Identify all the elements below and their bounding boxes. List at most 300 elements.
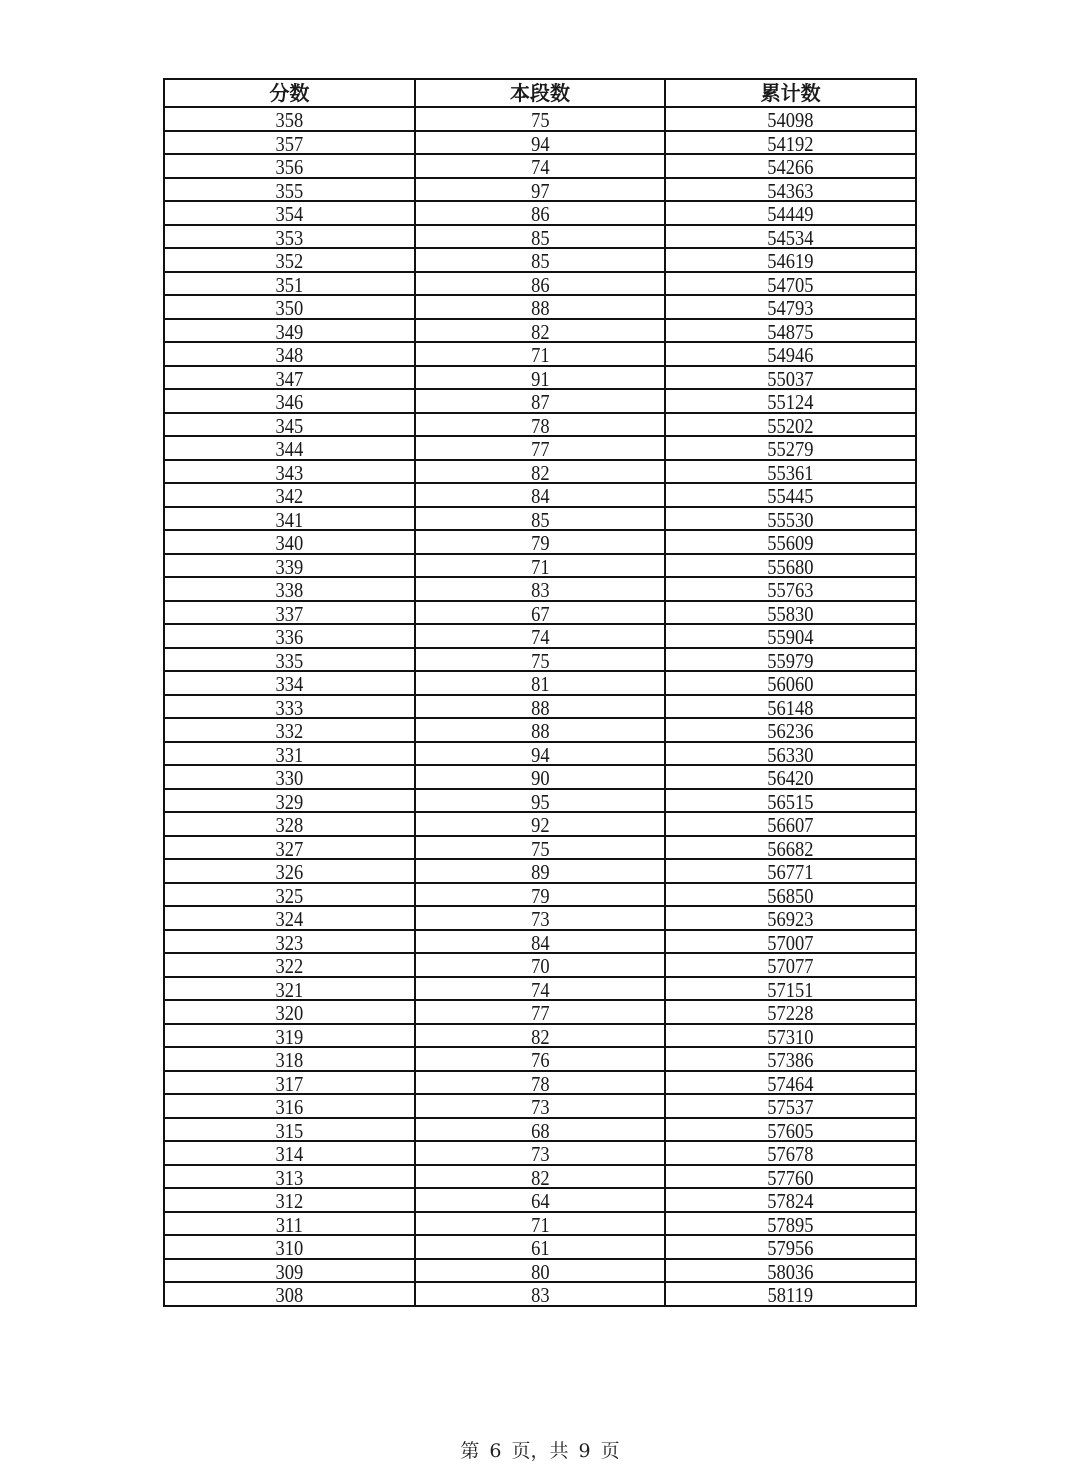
cell-score [179, 695, 400, 719]
table-row [164, 953, 916, 977]
cell-cumulative-count-text: 56515 [767, 789, 814, 812]
table-row [164, 1118, 916, 1142]
cell-cumulative-count [680, 225, 901, 249]
cell-cumulative-count-text: 54946 [767, 343, 814, 366]
cell-segment-count-text: 84 [530, 930, 550, 953]
cell-segment-count [430, 342, 651, 366]
cell-score-text: 325 [275, 883, 304, 906]
cell-score-text: 357 [275, 131, 304, 154]
header-score: 分数 [164, 79, 415, 107]
cell-segment-count [430, 366, 651, 390]
cell-score [179, 295, 400, 319]
cell-segment-count-text: 86 [530, 202, 550, 225]
cell-segment-count-text: 85 [530, 225, 550, 248]
cell-score [179, 319, 400, 343]
cell-score [179, 1000, 400, 1024]
cell-cumulative-count [680, 1047, 901, 1071]
cell-segment-count-text: 92 [530, 813, 550, 836]
cell-cumulative-count-text: 57228 [767, 1001, 814, 1024]
cell-cumulative-count-text: 56236 [767, 719, 814, 742]
cell-score-text: 335 [275, 648, 304, 671]
cell-segment-count-text: 61 [530, 1236, 550, 1259]
cell-cumulative-count [680, 319, 901, 343]
cell-segment-count-text: 74 [530, 625, 550, 648]
cell-segment-count-text: 78 [530, 413, 550, 436]
cell-cumulative-count [680, 248, 901, 272]
cell-score [179, 1047, 400, 1071]
cell-cumulative-count [680, 178, 901, 202]
cell-cumulative-count-text: 55202 [767, 413, 814, 436]
cell-score [179, 272, 400, 296]
table-row [164, 1165, 916, 1189]
cell-segment-count [430, 930, 651, 954]
cell-score-text: 318 [275, 1048, 304, 1071]
table-row [164, 1188, 916, 1212]
header-cumulative-count: 累计数 [665, 79, 916, 107]
cell-score [179, 1141, 400, 1165]
cell-segment-count [430, 1118, 651, 1142]
cell-score [179, 554, 400, 578]
table-row [164, 883, 916, 907]
cell-cumulative-count-text: 54192 [767, 131, 814, 154]
table-row [164, 1282, 916, 1306]
cell-cumulative-count-text: 55530 [767, 507, 814, 530]
cell-cumulative-count-text: 55763 [767, 578, 814, 601]
cell-cumulative-count [680, 295, 901, 319]
cell-segment-count [430, 718, 651, 742]
cell-score [179, 601, 400, 625]
cell-segment-count-text: 87 [530, 390, 550, 413]
cell-cumulative-count [680, 859, 901, 883]
cell-score [179, 812, 400, 836]
cell-score [179, 154, 400, 178]
cell-score-text: 327 [275, 836, 304, 859]
cell-cumulative-count-text: 56060 [767, 672, 814, 695]
table-row [164, 1094, 916, 1118]
cell-segment-count-text: 82 [530, 460, 550, 483]
cell-cumulative-count [680, 201, 901, 225]
cell-cumulative-count [680, 1282, 901, 1306]
cell-cumulative-count [680, 577, 901, 601]
table-row [164, 648, 916, 672]
cell-segment-count [430, 977, 651, 1001]
cell-score [179, 507, 400, 531]
cell-segment-count-text: 71 [530, 1212, 550, 1235]
cell-segment-count [430, 1212, 651, 1236]
cell-cumulative-count-text: 56330 [767, 742, 814, 765]
cell-score-text: 336 [275, 625, 304, 648]
cell-segment-count [430, 1282, 651, 1306]
cell-score-text: 323 [275, 930, 304, 953]
cell-score-text: 356 [275, 155, 304, 178]
table-row [164, 718, 916, 742]
cell-cumulative-count [680, 1188, 901, 1212]
table-body [164, 107, 916, 1306]
cell-cumulative-count-text: 54619 [767, 249, 814, 272]
cell-cumulative-count [680, 953, 901, 977]
cell-cumulative-count-text: 55279 [767, 437, 814, 460]
cell-cumulative-count-text: 56682 [767, 836, 814, 859]
cell-score-text: 333 [275, 695, 304, 718]
cell-cumulative-count [680, 389, 901, 413]
cell-score-text: 321 [275, 977, 304, 1000]
cell-score [179, 577, 400, 601]
cell-score [179, 1259, 400, 1283]
cell-cumulative-count-text: 57956 [767, 1236, 814, 1259]
cell-cumulative-count-text: 57895 [767, 1212, 814, 1235]
cell-segment-count-text: 88 [530, 296, 550, 319]
table-row [164, 836, 916, 860]
cell-cumulative-count [680, 1235, 901, 1259]
cell-score [179, 1118, 400, 1142]
cell-cumulative-count-text: 56148 [767, 695, 814, 718]
cell-score [179, 883, 400, 907]
cell-cumulative-count [680, 765, 901, 789]
cell-segment-count-text: 84 [530, 484, 550, 507]
cell-segment-count-text: 79 [530, 883, 550, 906]
cell-cumulative-count [680, 366, 901, 390]
cell-score [179, 460, 400, 484]
cell-cumulative-count-text: 55609 [767, 531, 814, 554]
cell-score-text: 358 [275, 108, 304, 131]
cell-segment-count [430, 789, 651, 813]
cell-cumulative-count [680, 1259, 901, 1283]
cell-cumulative-count-text: 56420 [767, 766, 814, 789]
cell-segment-count-text: 77 [530, 1001, 550, 1024]
cell-segment-count [430, 460, 651, 484]
cell-cumulative-count [680, 1165, 901, 1189]
cell-score-text: 331 [275, 742, 304, 765]
cell-segment-count-text: 74 [530, 977, 550, 1000]
cell-cumulative-count-text: 54363 [767, 178, 814, 201]
cell-segment-count [430, 248, 651, 272]
cell-segment-count [430, 906, 651, 930]
cell-cumulative-count [680, 1071, 901, 1095]
cell-cumulative-count-text: 55037 [767, 366, 814, 389]
cell-score-text: 330 [275, 766, 304, 789]
cell-cumulative-count-text: 55445 [767, 484, 814, 507]
table-row [164, 789, 916, 813]
cell-score [179, 178, 400, 202]
cell-segment-count-text: 82 [530, 1024, 550, 1047]
cell-cumulative-count-text: 55979 [767, 648, 814, 671]
cell-cumulative-count-text: 54266 [767, 155, 814, 178]
cell-segment-count-text: 74 [530, 155, 550, 178]
cell-cumulative-count-text: 54449 [767, 202, 814, 225]
cell-segment-count-text: 70 [530, 954, 550, 977]
cell-score [179, 671, 400, 695]
cell-segment-count [430, 201, 651, 225]
table-row [164, 389, 916, 413]
page-number-footer: 第 6 页，共 9 页 [460, 1440, 620, 1462]
cell-cumulative-count [680, 977, 901, 1001]
cell-segment-count [430, 295, 651, 319]
cell-segment-count [430, 154, 651, 178]
table-row [164, 695, 916, 719]
cell-cumulative-count [680, 671, 901, 695]
cell-segment-count-text: 75 [530, 108, 550, 131]
cell-segment-count [430, 695, 651, 719]
table-row [164, 554, 916, 578]
cell-cumulative-count-text: 57151 [767, 977, 814, 1000]
cell-score-text: 309 [275, 1259, 304, 1282]
cell-cumulative-count [680, 836, 901, 860]
cell-score-text: 320 [275, 1001, 304, 1024]
table-row [164, 977, 916, 1001]
cell-cumulative-count [680, 695, 901, 719]
cell-score-text: 311 [275, 1212, 303, 1235]
table-row [164, 1259, 916, 1283]
table-row [164, 812, 916, 836]
table-row [164, 624, 916, 648]
cell-score-text: 322 [275, 954, 304, 977]
cell-segment-count [430, 483, 651, 507]
cell-score [179, 131, 400, 155]
cell-cumulative-count [680, 883, 901, 907]
cell-segment-count [430, 577, 651, 601]
cell-segment-count [430, 225, 651, 249]
cell-cumulative-count-text: 57824 [767, 1189, 814, 1212]
table-row [164, 154, 916, 178]
cell-segment-count [430, 953, 651, 977]
cell-score [179, 1212, 400, 1236]
cell-segment-count-text: 83 [530, 1283, 550, 1306]
cell-cumulative-count [680, 930, 901, 954]
cell-segment-count [430, 836, 651, 860]
cell-score [179, 648, 400, 672]
cell-score-text: 308 [275, 1283, 304, 1306]
cell-segment-count [430, 507, 651, 531]
cell-cumulative-count-text: 57007 [767, 930, 814, 953]
cell-score-text: 354 [275, 202, 304, 225]
cell-score-text: 316 [275, 1095, 304, 1118]
cell-segment-count-text: 86 [530, 272, 550, 295]
cell-cumulative-count-text: 54705 [767, 272, 814, 295]
cell-cumulative-count-text: 55904 [767, 625, 814, 648]
cell-score-text: 334 [275, 672, 304, 695]
table-row [164, 131, 916, 155]
cell-cumulative-count-text: 58036 [767, 1259, 814, 1282]
cell-segment-count-text: 95 [530, 789, 550, 812]
cell-cumulative-count-text: 56850 [767, 883, 814, 906]
table-row [164, 1212, 916, 1236]
cell-segment-count [430, 131, 651, 155]
cell-score [179, 930, 400, 954]
table-row [164, 859, 916, 883]
cell-score-text: 347 [275, 366, 304, 389]
cell-segment-count-text: 90 [530, 766, 550, 789]
cell-score-text: 326 [275, 860, 304, 883]
cell-score-text: 339 [275, 554, 304, 577]
cell-segment-count [430, 530, 651, 554]
cell-segment-count [430, 742, 651, 766]
cell-segment-count [430, 883, 651, 907]
cell-segment-count-text: 89 [530, 860, 550, 883]
cell-score [179, 836, 400, 860]
cell-score-text: 338 [275, 578, 304, 601]
cell-cumulative-count-text: 54793 [767, 296, 814, 319]
cell-cumulative-count [680, 413, 901, 437]
cell-segment-count-text: 71 [530, 343, 550, 366]
table-row [164, 1047, 916, 1071]
cell-score [179, 1165, 400, 1189]
table-row [164, 413, 916, 437]
cell-cumulative-count-text: 55680 [767, 554, 814, 577]
cell-score-text: 341 [275, 507, 304, 530]
cell-segment-count [430, 1165, 651, 1189]
cell-cumulative-count [680, 1094, 901, 1118]
cell-score-text: 328 [275, 813, 304, 836]
cell-segment-count-text: 91 [530, 366, 550, 389]
cell-cumulative-count [680, 460, 901, 484]
cell-cumulative-count [680, 1024, 901, 1048]
cell-segment-count-text: 81 [530, 672, 550, 695]
cell-segment-count [430, 178, 651, 202]
cell-score [179, 225, 400, 249]
cell-score [179, 107, 400, 131]
table-row [164, 742, 916, 766]
cell-segment-count [430, 1094, 651, 1118]
table-row [164, 483, 916, 507]
cell-score-text: 349 [275, 319, 304, 342]
cell-score-text: 329 [275, 789, 304, 812]
cell-cumulative-count-text: 55124 [767, 390, 814, 413]
cell-cumulative-count-text: 58119 [767, 1283, 814, 1306]
cell-score [179, 977, 400, 1001]
cell-cumulative-count-text: 57760 [767, 1165, 814, 1188]
cell-score [179, 953, 400, 977]
cell-cumulative-count [680, 1000, 901, 1024]
cell-score [179, 789, 400, 813]
cell-score-text: 355 [275, 178, 304, 201]
cell-score-text: 310 [275, 1236, 304, 1259]
table-row [164, 272, 916, 296]
cell-cumulative-count-text: 57464 [767, 1071, 814, 1094]
cell-score-text: 319 [275, 1024, 304, 1047]
cell-cumulative-count [680, 1141, 901, 1165]
cell-cumulative-count-text: 57386 [767, 1048, 814, 1071]
cell-segment-count [430, 859, 651, 883]
cell-segment-count-text: 85 [530, 507, 550, 530]
cell-score-text: 324 [275, 907, 304, 930]
cell-segment-count [430, 413, 651, 437]
cell-segment-count-text: 73 [530, 907, 550, 930]
cell-segment-count [430, 1259, 651, 1283]
cell-segment-count-text: 78 [530, 1071, 550, 1094]
cell-segment-count-text: 88 [530, 719, 550, 742]
cell-score-text: 312 [275, 1189, 304, 1212]
table-row [164, 342, 916, 366]
cell-score [179, 1024, 400, 1048]
cell-score [179, 366, 400, 390]
cell-segment-count [430, 648, 651, 672]
cell-score [179, 201, 400, 225]
cell-score [179, 1282, 400, 1306]
cell-score-text: 342 [275, 484, 304, 507]
cell-segment-count-text: 75 [530, 836, 550, 859]
cell-score-text: 346 [275, 390, 304, 413]
table-row [164, 1071, 916, 1095]
table-row [164, 906, 916, 930]
cell-segment-count [430, 389, 651, 413]
table-row [164, 248, 916, 272]
cell-segment-count [430, 671, 651, 695]
cell-segment-count-text: 73 [530, 1095, 550, 1118]
table-row [164, 319, 916, 343]
table-header-row [164, 79, 916, 107]
cell-segment-count-text: 73 [530, 1142, 550, 1165]
cell-segment-count [430, 319, 651, 343]
cell-cumulative-count [680, 483, 901, 507]
cell-segment-count [430, 1024, 651, 1048]
cell-segment-count-text: 80 [530, 1259, 550, 1282]
cell-cumulative-count-text: 54875 [767, 319, 814, 342]
table-row [164, 530, 916, 554]
cell-segment-count [430, 1071, 651, 1095]
cell-cumulative-count-text: 54098 [767, 108, 814, 131]
cell-segment-count-text: 94 [530, 131, 550, 154]
cell-score-text: 332 [275, 719, 304, 742]
cell-segment-count [430, 601, 651, 625]
cell-score [179, 624, 400, 648]
cell-score-text: 340 [275, 531, 304, 554]
cell-cumulative-count-text: 57537 [767, 1095, 814, 1118]
cell-score-text: 314 [275, 1142, 304, 1165]
cell-score [179, 1188, 400, 1212]
cell-segment-count [430, 1188, 651, 1212]
cell-cumulative-count-text: 57077 [767, 954, 814, 977]
cell-segment-count [430, 107, 651, 131]
cell-score-text: 345 [275, 413, 304, 436]
cell-segment-count-text: 75 [530, 648, 550, 671]
table-row [164, 366, 916, 390]
cell-score [179, 530, 400, 554]
cell-segment-count-text: 82 [530, 1165, 550, 1188]
table-row [164, 1000, 916, 1024]
cell-segment-count-text: 82 [530, 319, 550, 342]
cell-cumulative-count [680, 554, 901, 578]
table-row [164, 577, 916, 601]
cell-cumulative-count [680, 1118, 901, 1142]
cell-score-text: 350 [275, 296, 304, 319]
table-row [164, 178, 916, 202]
cell-cumulative-count-text: 56607 [767, 813, 814, 836]
cell-segment-count [430, 1047, 651, 1071]
cell-cumulative-count-text: 57605 [767, 1118, 814, 1141]
cell-score [179, 436, 400, 460]
cell-segment-count-text: 85 [530, 249, 550, 272]
cell-segment-count [430, 765, 651, 789]
cell-segment-count-text: 94 [530, 742, 550, 765]
table-row [164, 201, 916, 225]
table-row [164, 1235, 916, 1259]
cell-cumulative-count [680, 1212, 901, 1236]
cell-score-text: 344 [275, 437, 304, 460]
cell-score-text: 343 [275, 460, 304, 483]
table-row [164, 107, 916, 131]
header-segment-count: 本段数 [415, 79, 666, 107]
cell-score-text: 351 [275, 272, 304, 295]
cell-cumulative-count-text: 54534 [767, 225, 814, 248]
cell-cumulative-count-text: 57678 [767, 1142, 814, 1165]
table-row [164, 1141, 916, 1165]
table-row [164, 225, 916, 249]
table-row [164, 295, 916, 319]
cell-cumulative-count-text: 55830 [767, 601, 814, 624]
cell-score [179, 389, 400, 413]
cell-score [179, 859, 400, 883]
cell-cumulative-count [680, 436, 901, 460]
